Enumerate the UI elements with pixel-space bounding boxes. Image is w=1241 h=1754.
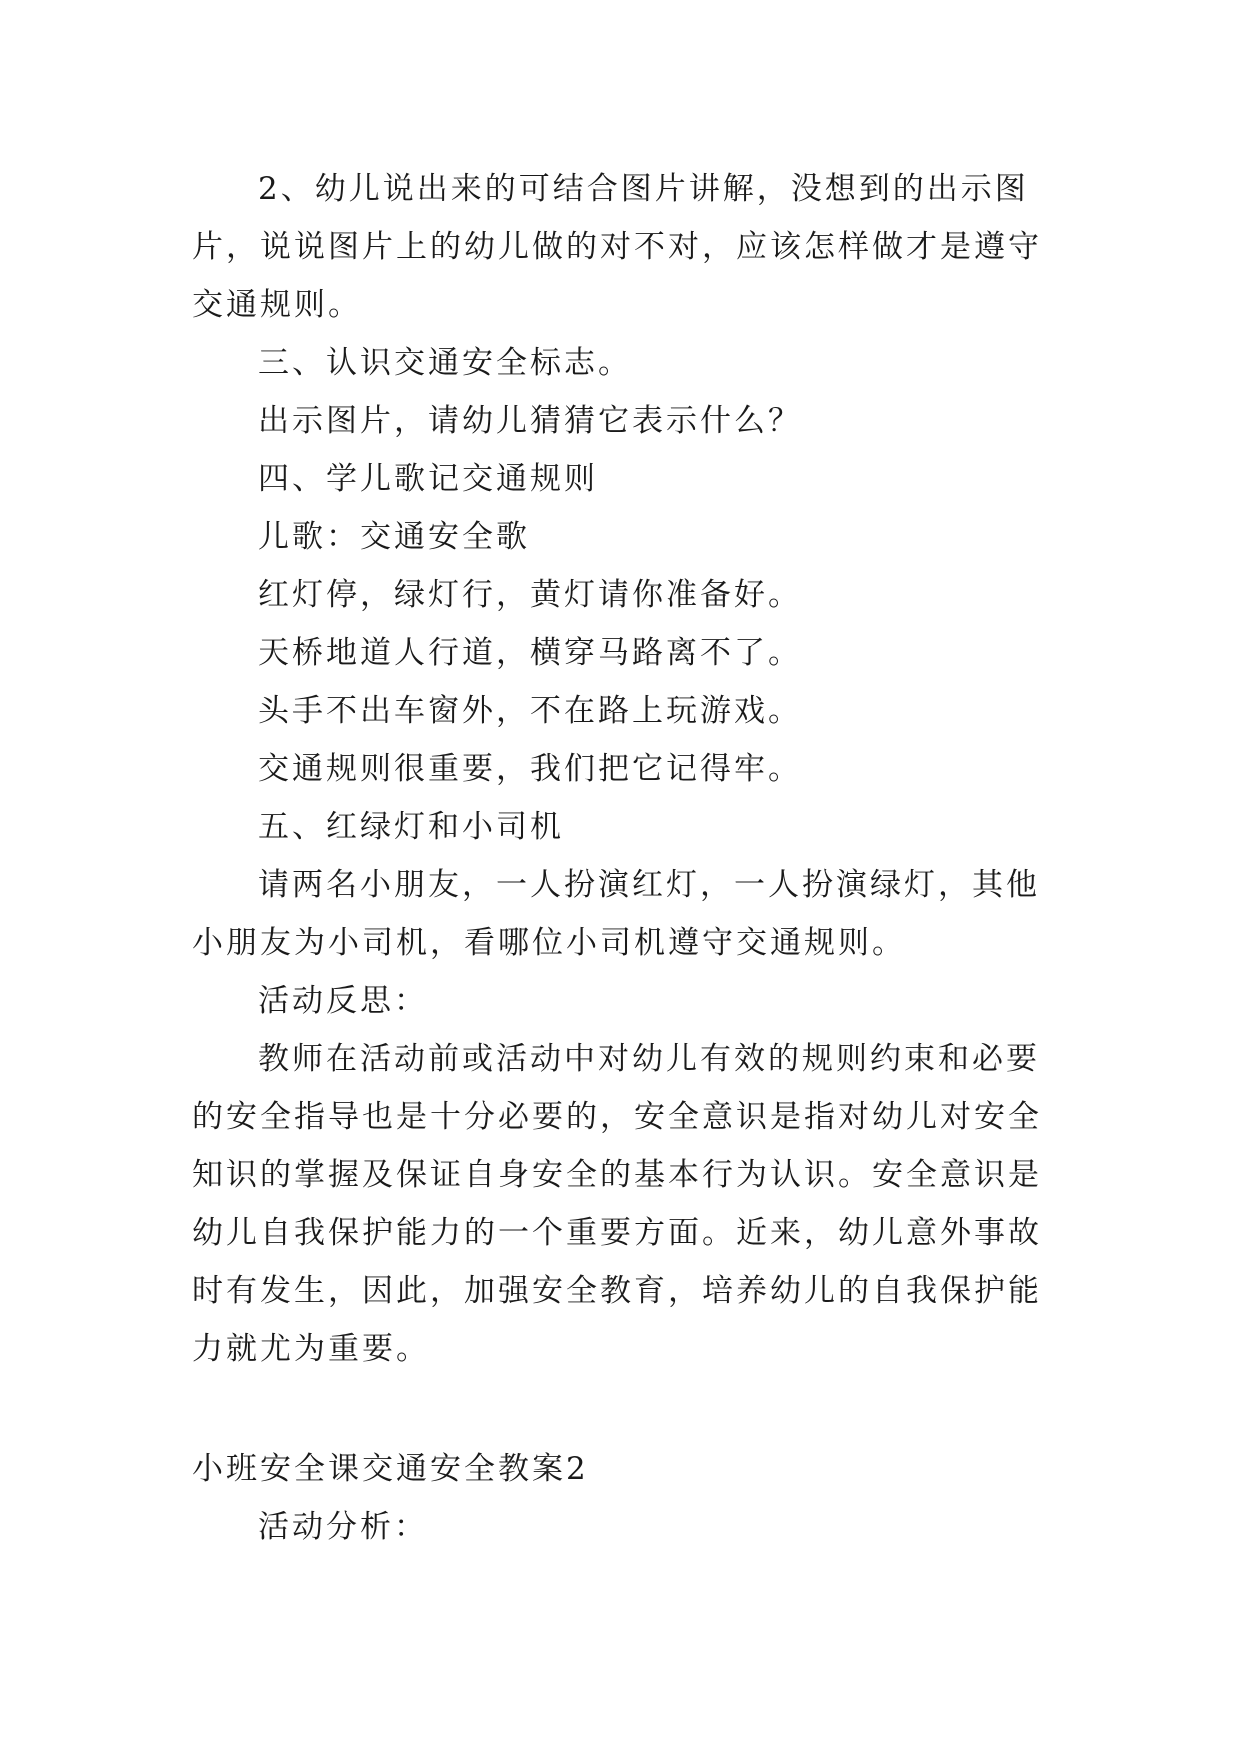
section-title: 小班安全课交通安全教案2 — [192, 1451, 589, 1487]
document-body — [192, 160, 1072, 1556]
heading-nursery-rhyme: 四、学儿歌记交通规则 — [258, 461, 598, 497]
paragraph-show-pictures: 出示图片，请幼儿猜猜它表示什么？ — [258, 403, 802, 439]
paragraph-pictures-explanation: 2、幼儿说出来的可结合图片讲解，没想到的出示图片，说说图片上的幼儿做的对不对，应该怎样做才是遵守交通规则。 — [192, 171, 1042, 323]
heading-activity-analysis: 活动分析： — [258, 1509, 428, 1545]
rhyme-title: 儿歌：交通安全歌 — [258, 519, 530, 555]
heading-traffic-signs: 三、认识交通安全标志。 — [258, 345, 632, 381]
paragraph-reflection: 教师在活动前或活动中对幼儿有效的规则约束和必要的安全指导也是十分必要的，安全意识是指对幼儿对安全知识的掌握及保证自身安全的基本行为认识。安全意识是幼儿自我保护能力的一个重要方面。近来，幼儿意外事故时有发生，因此，加强安全教育，培养幼儿的自我保护能力就尤为重要。 — [192, 1041, 1042, 1367]
heading-traffic-light-game: 五、红绿灯和小司机 — [258, 809, 564, 845]
rhyme-line-3: 头手不出车窗外，不在路上玩游戏。 — [258, 693, 802, 729]
rhyme-line-4: 交通规则很重要，我们把它记得牢。 — [258, 751, 802, 787]
paragraph-game-description: 请两名小朋友，一人扮演红灯，一人扮演绿灯，其他小朋友为小司机，看哪位小司机遵守交通规则。 — [192, 867, 1040, 961]
section-spacer — [192, 1378, 1072, 1440]
rhyme-line-2: 天桥地道人行道，横穿马路离不了。 — [258, 635, 802, 671]
heading-reflection: 活动反思： — [258, 983, 428, 1019]
rhyme-line-1: 红灯停，绿灯行，黄灯请你准备好。 — [258, 577, 802, 613]
